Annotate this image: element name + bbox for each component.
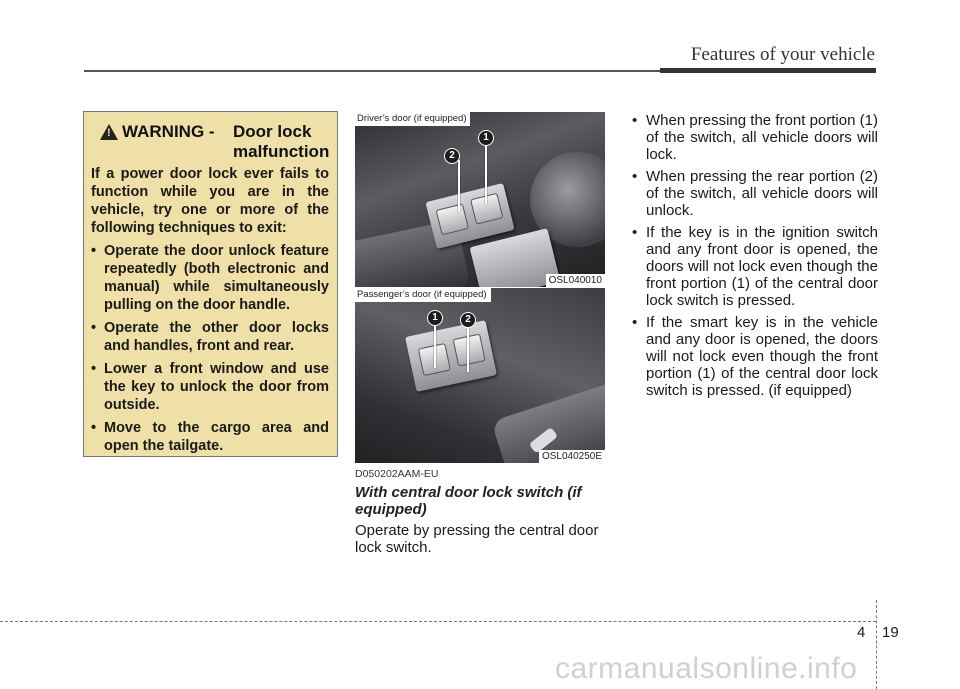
- lock-behavior-item: • If the key is in the ignition switch and any front door is opened, the doors will not lock even though the front portion (1) of the central door lock switch is pressed.: [626, 224, 878, 309]
- warning-list-item: • Operate the door unlock feature repeatedly (both electronic and manual) while simultaneously pulling on the door handle.: [91, 242, 329, 314]
- photo-caption: Passenger’s door (if equipped): [355, 288, 491, 302]
- photo-caption: Driver’s door (if equipped): [355, 112, 470, 126]
- warning-subtitle: Door lock malfunction: [233, 122, 330, 161]
- callout-2: 2: [460, 312, 476, 328]
- section-code: D050202AAM-EU: [355, 468, 439, 480]
- photo-code: OSL040250E: [539, 450, 605, 463]
- chapter-number: 4: [857, 624, 866, 641]
- callout-line: [485, 144, 487, 204]
- section-body: Operate by pressing the central door lock switch.: [355, 522, 599, 556]
- callout-1: 1: [478, 130, 494, 146]
- lock-behavior-item: • When pressing the front portion (1) of the switch, all vehicle doors will lock.: [626, 112, 878, 163]
- lock-button: [436, 203, 469, 235]
- page-header-title: Features of your vehicle: [690, 44, 875, 65]
- photo-code: OSL040010: [546, 274, 605, 287]
- footer-divider: [876, 600, 877, 689]
- section-subheading: With central door lock switch (if equipped): [355, 484, 582, 518]
- callout-2: 2: [444, 148, 460, 164]
- watermark: carmanualsonline.info: [555, 652, 858, 685]
- lock-behavior-list: [626, 112, 878, 404]
- warning-triangle-icon: !: [100, 124, 118, 140]
- callout-line: [458, 160, 460, 212]
- warning-list-item: • Lower a front window and use the key to unlock the door from outside.: [91, 360, 329, 414]
- passengers-door-switch-photo: [355, 288, 605, 463]
- warning-title: WARNING -: [122, 122, 215, 141]
- unlock-button: [453, 333, 486, 366]
- drivers-door-switch-photo: [355, 112, 605, 287]
- warning-intro: If a power door lock ever fails to function while you are in the vehicle, try one or more of the following techniques to exit:: [91, 166, 329, 236]
- header-rule-accent: [660, 68, 876, 73]
- callout-1: 1: [427, 310, 443, 326]
- page-number: 19: [882, 624, 899, 641]
- callout-line: [467, 326, 469, 372]
- central-lock-switch: [405, 320, 497, 392]
- lock-behavior-item: • When pressing the rear portion (2) of the switch, all vehicle doors will unlock.: [626, 168, 878, 219]
- warning-list: [91, 242, 329, 460]
- callout-line: [434, 322, 436, 368]
- warning-box: [83, 111, 338, 457]
- lock-behavior-item: • If the smart key is in the vehicle and any door is opened, the doors will not lock even though the front portion (1) of the central door lock switch is pressed. (if equipped): [626, 314, 878, 399]
- warning-list-item: • Operate the other door locks and handles, front and rear.: [91, 319, 329, 355]
- warning-list-item: • Move to the cargo area and open the tailgate.: [91, 419, 329, 455]
- footer-dash-line: [0, 621, 876, 622]
